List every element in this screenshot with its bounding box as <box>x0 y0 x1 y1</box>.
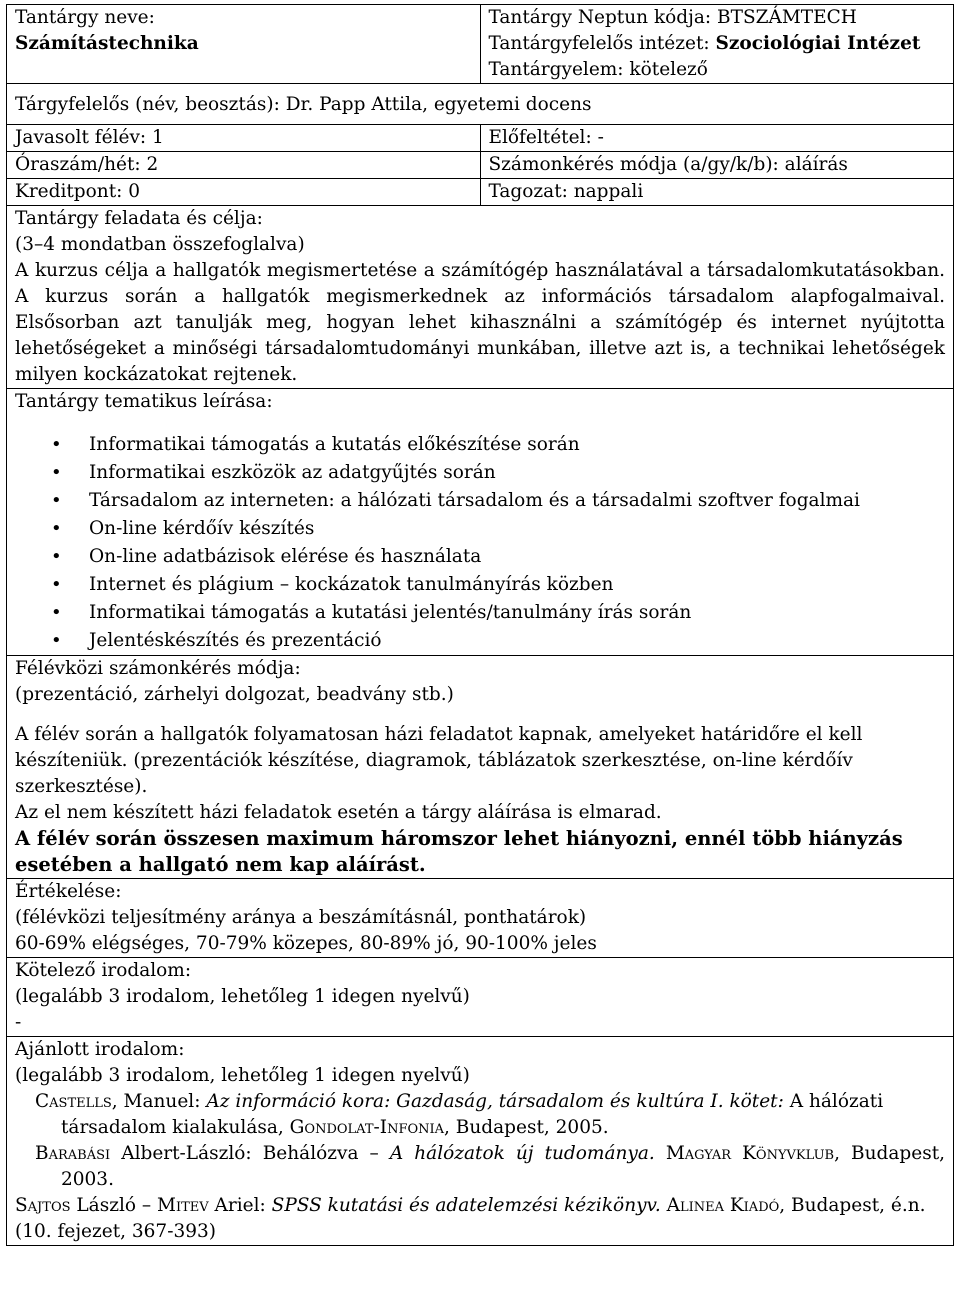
institute: Szociológiai Intézet <box>715 33 921 54</box>
midterm-heading: Félévközi számonkérés módja: <box>15 658 301 679</box>
required-lit-heading: Kötelező irodalom: <box>15 960 192 981</box>
semester-cell <box>7 125 481 152</box>
ref-author2: Mitev <box>157 1195 209 1216</box>
goal-cell <box>7 206 954 389</box>
list-item: • On-line adatbázisok elérése és használata <box>89 543 945 571</box>
required-lit-note: (legalább 3 irodalom, lehetőleg 1 idegen nyelvű) <box>15 986 470 1007</box>
ref-place: , Budapest, 2005. <box>444 1117 609 1138</box>
ref-place: , Budapest, 2003. <box>61 1143 946 1190</box>
ref-author: Sajtos <box>15 1195 71 1216</box>
midterm-para3: A félév során összesen maximum háromszor lehet hiányozni, ennél több hiányzás esetében a hallgató nem kap aláírást. <box>15 827 903 876</box>
ref-title: SPSS kutatási és adatelemzési kézikönyv. <box>271 1195 661 1216</box>
reference-item <box>15 1089 945 1141</box>
responsible-cell <box>7 84 954 125</box>
required-literature-cell <box>7 958 954 1037</box>
goal-heading: Tantárgy feladata és célja: <box>15 208 263 229</box>
midterm-note: (prezentáció, zárhelyi dolgozat, beadvány stb.) <box>15 684 454 705</box>
ref-author: Castells <box>35 1091 112 1112</box>
hours-cell <box>7 152 481 179</box>
program: Tagozat: nappali <box>488 181 644 202</box>
recommended-lit-heading: Ajánlott irodalom: <box>15 1039 185 1060</box>
ref-author-rest: Albert-László: Behálózva – <box>110 1143 390 1164</box>
midterm-para1: A félév során a hallgatók folyamatosan házi feladatot kapnak, amelyeket határidőre el kell készíteniük. (prezentációk készítése, diagramok, táblázatok szerkesztése, on-line kérdőív szerkesztése). <box>15 724 863 797</box>
goal-note: (3–4 mondatban összefoglalva) <box>15 234 305 255</box>
course-description-sheet <box>6 4 954 1246</box>
neptun-code: BTSZÁMTECH <box>717 7 857 28</box>
evaluation-grades: 60-69% elégséges, 70-79% közepes, 80-89% jó, 90-100% jeles <box>15 933 597 954</box>
ref-author2-rest: Ariel: <box>208 1195 272 1216</box>
institute-line <box>489 31 946 57</box>
required-lit-content: - <box>15 1012 22 1033</box>
subject-element: Tantárgyelem: kötelező <box>488 59 708 80</box>
responsible: Tárgyfelelős (név, beosztás): Dr. Papp Attila, egyetemi docens <box>15 94 592 115</box>
subject-codes-cell <box>480 5 954 84</box>
ref-author: Barabási <box>35 1143 111 1164</box>
assessment-mode: Számonkérés módja (a/gy/k/b): aláírás <box>488 154 848 175</box>
institute-label: Tantárgyfelelős intézet: <box>488 33 710 54</box>
list-item: • Informatikai eszközök az adatgyűjtés során <box>89 459 945 487</box>
credits: Kreditpont: 0 <box>15 181 141 202</box>
neptun-code-line <box>489 5 946 31</box>
evaluation-cell <box>7 879 954 958</box>
ref-author-mid: László – <box>70 1195 158 1216</box>
recommended-literature-cell <box>7 1037 954 1246</box>
thematic-cell <box>7 389 954 656</box>
spacer <box>15 708 945 722</box>
list-item: • Informatikai támogatás a kutatási jelentés/tanulmány írás során <box>89 599 945 627</box>
reference-item <box>15 1141 945 1193</box>
list-item: • On-line kérdőív készítés <box>89 515 945 543</box>
ref-author-rest: , Manuel: <box>111 1091 207 1112</box>
evaluation-heading: Értékelése: <box>15 881 122 902</box>
semester: Javasolt félév: 1 <box>15 127 164 148</box>
ref-publisher: Magyar Könyvklub <box>654 1143 835 1164</box>
prerequisite-cell <box>480 125 954 152</box>
ref-place: , Budapest, é.n. (10. fejezet, 367-393) <box>15 1195 926 1242</box>
course-table <box>6 4 954 1246</box>
ref-publisher: Alinea Kiadó <box>660 1195 780 1216</box>
subject-name-cell <box>7 5 481 84</box>
ref-title: A hálózatok új tudománya. <box>389 1143 655 1164</box>
credits-cell <box>7 179 481 206</box>
thematic-heading: Tantárgy tematikus leírása: <box>15 391 273 412</box>
hours: Óraszám/hét: 2 <box>15 154 159 175</box>
prerequisite: Előfeltétel: - <box>488 127 604 148</box>
program-cell <box>480 179 954 206</box>
ref-publisher: Gondolat-Infonia <box>289 1117 445 1138</box>
reference-item <box>15 1193 945 1245</box>
ref-subtitle: A hálózati társadalom kialakulása, <box>61 1091 884 1138</box>
goal-text: A kurzus célja a hallgatók megismertetése a számítógép használatával a társadalomkutatásokban. A kurzus során a hallgatók megismerkednek az információs társadalom alapfogalmaival. Elsősorban azt tanulják meg, hogyan lehet kihasználni a számítógép és internet nyújtotta lehetőségeket a minőségi társadalomtudományi munkában, illetve azt is, a technikai lehetőségek milyen kockázatokat rejtenek. <box>15 260 945 385</box>
list-item: • Informatikai támogatás a kutatás előkészítése során <box>89 431 945 459</box>
subject-name: Számítástechnika <box>15 33 199 54</box>
midterm-para2: Az el nem készített házi feladatok esetén a tárgy aláírása is elmarad. <box>15 802 662 823</box>
midterm-cell <box>7 656 954 879</box>
list-item: • Jelentéskészítés és prezentáció <box>89 627 945 655</box>
thematic-list <box>15 431 945 655</box>
assessment-mode-cell <box>480 152 954 179</box>
recommended-lit-note: (legalább 3 irodalom, lehetőleg 1 idegen nyelvű) <box>15 1065 470 1086</box>
neptun-label: Tantárgy Neptun kódja: <box>488 7 712 28</box>
evaluation-note: (félévközi teljesítmény aránya a beszámításnál, ponthatárok) <box>15 907 587 928</box>
ref-title: Az információ kora: Gazdaság, társadalom és kultúra I. kötet: <box>206 1091 784 1112</box>
list-item: • Internet és plágium – kockázatok tanulmányírás közben <box>89 571 945 599</box>
subject-name-label: Tantárgy neve: <box>15 7 155 28</box>
list-item: • Társadalom az interneten: a hálózati társadalom és a társadalmi szoftver fogalmai <box>89 487 945 515</box>
